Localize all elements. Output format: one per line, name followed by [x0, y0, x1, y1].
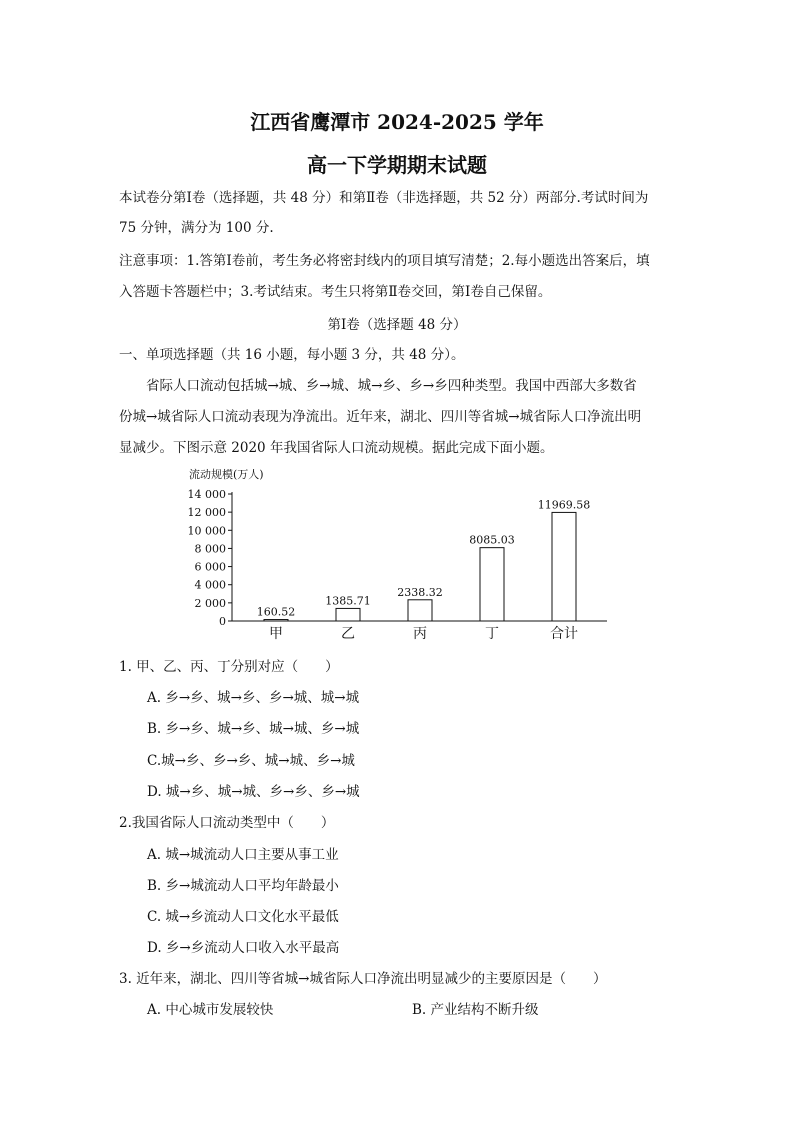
chart-category-label: 丙: [413, 626, 427, 642]
question-stem: 1. 甲、乙、丙、丁分别对应（ ）: [119, 659, 339, 675]
passage-line: 显减少。下图示意 2020 年我国省际人口流动规模。据此完成下面小题。: [119, 440, 554, 456]
section-title: 第Ⅰ卷（选择题 48 分）: [327, 317, 467, 333]
chart-bar: [264, 620, 288, 621]
question-option[interactable]: A. 乡→乡、城→乡、乡→城、城→城: [147, 690, 360, 706]
passage-line: 省际人口流动包括城→城、乡→城、城→乡、乡→乡四种类型。我国中西部大多数省: [146, 378, 637, 394]
part-heading: 一、单项选择题（共 16 小题，每小题 3 分，共 48 分）。: [119, 347, 465, 363]
chart-y-tick-label: 12 000: [187, 506, 226, 520]
passage-line: 份城→城省际人口流动表现为净流出。近年来，湖北、四川等省城→城省际人口净流出明: [119, 409, 642, 425]
exam-subtitle: 高一下学期期末试题: [307, 153, 487, 177]
population-flow-bar-chart: [185, 466, 615, 646]
chart-data-label: 2338.32: [397, 585, 443, 599]
chart-bar: [408, 600, 432, 621]
chart-data-label: 160.52: [256, 605, 296, 619]
question-option[interactable]: D. 乡→乡流动人口收入水平最高: [147, 940, 340, 956]
question-option[interactable]: C.城→乡、乡→乡、城→城、乡→城: [147, 753, 355, 769]
question-stem: 2.我国省际人口流动类型中（ ）: [119, 815, 335, 831]
chart-category-label: 乙: [341, 626, 355, 642]
question-option[interactable]: C. 城→乡流动人口文化水平最低: [147, 909, 339, 925]
chart-category-label: 丁: [485, 626, 499, 642]
chart-category-label: 甲: [269, 626, 283, 642]
chart-y-tick-label: 14 000: [187, 488, 226, 501]
intro-line: 75 分钟，满分为 100 分.: [119, 220, 274, 236]
chart-y-tick-label: 6 000: [194, 560, 226, 574]
question-option[interactable]: A. 城→城流动人口主要从事工业: [147, 847, 339, 863]
chart-ylabel: 流动规模(万人): [189, 468, 264, 481]
question-option[interactable]: D. 城→乡、城→城、乡→乡、乡→城: [147, 784, 360, 800]
chart-bar: [336, 608, 360, 621]
question-option[interactable]: B. 乡→乡、城→乡、城→城、乡→城: [147, 721, 360, 737]
notice-line: 入答题卡答题栏中；3.考试结束。考生只将第Ⅱ卷交回，第Ⅰ卷自己保留。: [119, 284, 552, 300]
question-option[interactable]: B. 产业结构不断升级: [412, 1002, 539, 1018]
chart-category-label: 合计: [550, 626, 578, 642]
notice-line: 注意事项：1.答第Ⅰ卷前，考生务必将密封线内的项目填写清楚；2.每小题选出答案后，填: [119, 253, 650, 269]
exam-title: 江西省鹰潭市 2024-2025 学年: [250, 110, 544, 134]
chart-bar: [552, 512, 576, 621]
question-option[interactable]: B. 乡→城流动人口平均年龄最小: [147, 878, 339, 894]
question-option[interactable]: A. 中心城市发展较快: [147, 1002, 274, 1018]
chart-data-label: 11969.58: [537, 498, 591, 512]
chart-data-label: 1385.71: [325, 594, 371, 608]
chart-y-tick-label: 8 000: [194, 542, 226, 556]
chart-y-tick-label: 4 000: [194, 578, 226, 592]
question-stem: 3. 近年来，湖北、四川等省城→城省际人口净流出明显减少的主要原因是（ ）: [119, 971, 607, 987]
chart-data-label: 8085.03: [469, 533, 515, 547]
intro-line: 本试卷分第Ⅰ卷（选择题，共 48 分）和第Ⅱ卷（非选择题，共 52 分）两部分.考试时间为: [119, 190, 649, 206]
chart-y-tick-label: 10 000: [187, 524, 226, 538]
chart-bar: [480, 548, 504, 621]
chart-y-tick-label: 2 000: [194, 596, 226, 610]
chart-y-tick-label: 0: [219, 615, 226, 628]
